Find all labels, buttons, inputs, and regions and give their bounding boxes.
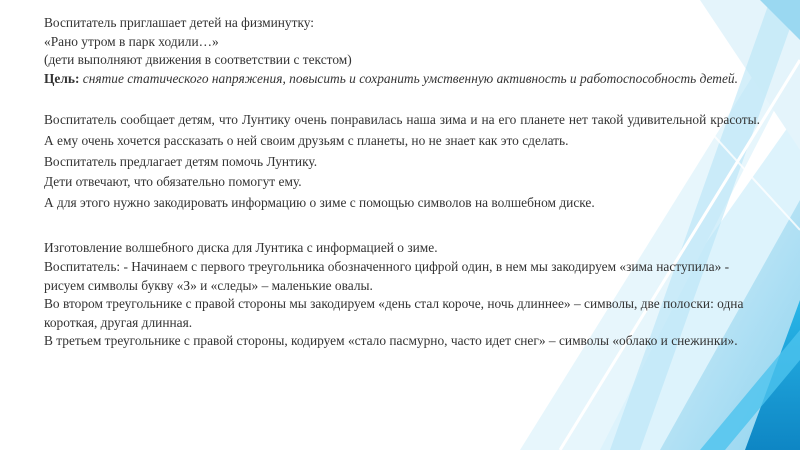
story-line: Воспитатель сообщает детям, что Лунтику очень понравилась наша зима и на его планете нет такой удивительной красоты. А ему очень хочется рассказать о ней своим друзьям с планеты, но не знает как это сделать. (44, 112, 760, 148)
goal-paragraph (44, 70, 760, 89)
story-line: Дети отвечают, что обязательно помогут ему. (44, 174, 302, 190)
goal-text: снятие статического напряжения, повысить и сохранить умственную активность и работоспособность детей. (79, 70, 738, 86)
goal-label: Цель: (44, 70, 80, 86)
disk-block (44, 239, 760, 351)
disk-line: Воспитатель: - Начинаем с первого треугольника обозначенного цифрой один, в нем мы закодируем «зима наступила» - рисуем символы букву «З» и «следы» – маленькие овалы. (44, 258, 730, 293)
disk-line: Во втором треугольнике с правой стороны мы закодируем «день стал короче, ночь длиннее» – символы, две полоски: одна короткая, другая длинная. (44, 296, 744, 330)
story-block (44, 110, 760, 213)
disk-line: В третьем треугольнике с правой стороны, кодируем «стало пасмурно, часто идет снег» – символы «облако и снежинки». (44, 333, 738, 349)
poem-title: «Рано утром в парк ходили…» (44, 33, 219, 49)
disk-line: Изготовление волшебного диска для Лунтика с информацией о зиме. (44, 240, 438, 256)
story-line: Воспитатель предлагает детям помочь Лунтику. (44, 153, 318, 169)
intro-line: Воспитатель приглашает детей на физминутку: (44, 15, 315, 30)
slide-text (44, 14, 760, 351)
intro-block (44, 14, 760, 88)
story-line: А для этого нужно закодировать информацию о зиме с помощью символов на волшебном диске. (44, 194, 595, 210)
intro-note: (дети выполняют движения в соответствии с текстом) (44, 52, 352, 68)
